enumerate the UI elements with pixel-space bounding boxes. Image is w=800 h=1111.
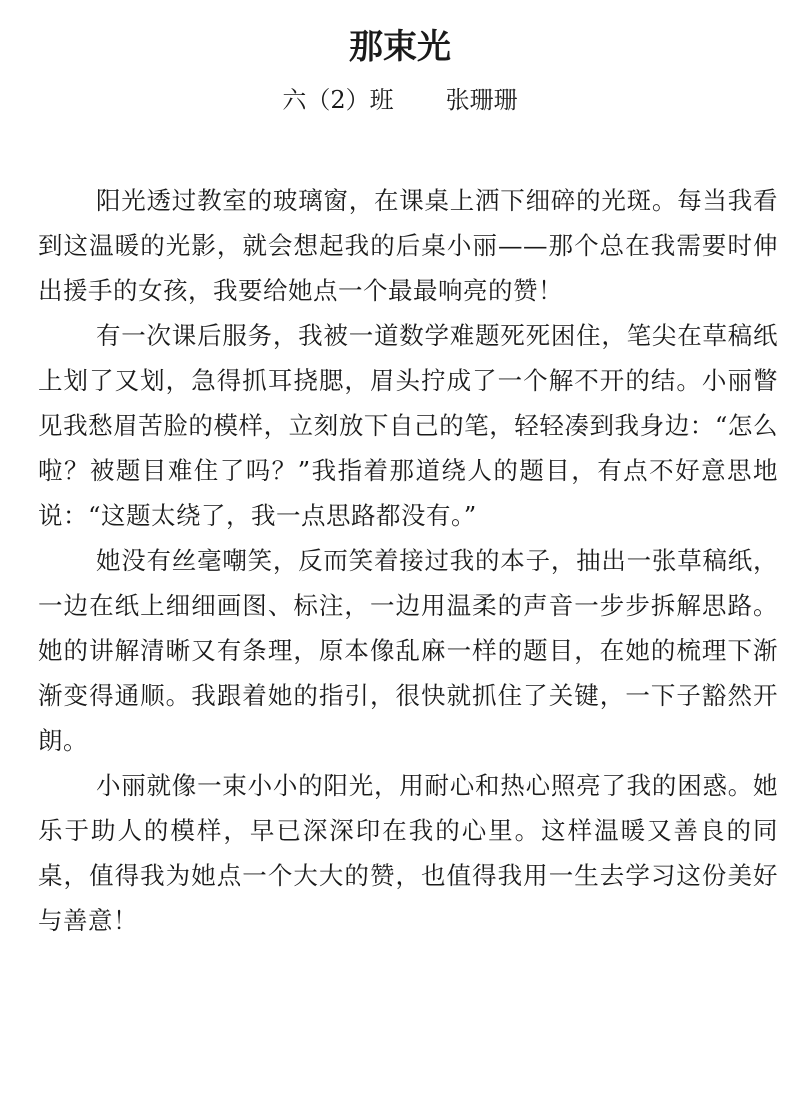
- essay-title: 那束光: [349, 27, 451, 67]
- essay-body: [38, 178, 778, 943]
- paragraph-3: 她没有丝毫嘲笑，反而笑着接过我的本子，抽出一张草稿纸，一边在纸上细细画图、标注，一边用温柔的声音一步步拆解思路。她的讲解清晰又有条理，原本像乱麻一样的题目，在她的梳理下渐渐变得通顺。我跟着她的指引，很快就抓住了关键，一下子豁然开朗。: [38, 546, 778, 755]
- paragraph-2: 有一次课后服务，我被一道数学难题死死困住，笔尖在草稿纸上划了又划，急得抓耳挠腮，眉头拧成了一个解不开的结。小丽瞥见我愁眉苦脸的模样，立刻放下自己的笔，轻轻凑到我身边：“怎么啦？被题目难住了吗？”我指着那道绕人的题目，有点不好意思地说：“这题太绕了，我一点思路都没有。”: [38, 321, 778, 530]
- byline: [0, 80, 800, 120]
- author-name: 张珊珊: [445, 86, 518, 114]
- paragraph-1: 阳光透过教室的玻璃窗，在课桌上洒下细碎的光斑。每当我看到这温暖的光影，就会想起我的后桌小丽——那个总在我需要时伸出援手的女孩，我要给她点一个最最响亮的赞！: [38, 186, 778, 305]
- paragraph-4: 小丽就像一束小小的阳光，用耐心和热心照亮了我的困惑。她乐于助人的模样，早已深深印在我的心里。这样温暖又善良的同桌，值得我为她点一个大大的赞，也值得我用一生去学习这份美好与善意！: [38, 771, 778, 935]
- class-name: 六（2）班: [282, 86, 394, 114]
